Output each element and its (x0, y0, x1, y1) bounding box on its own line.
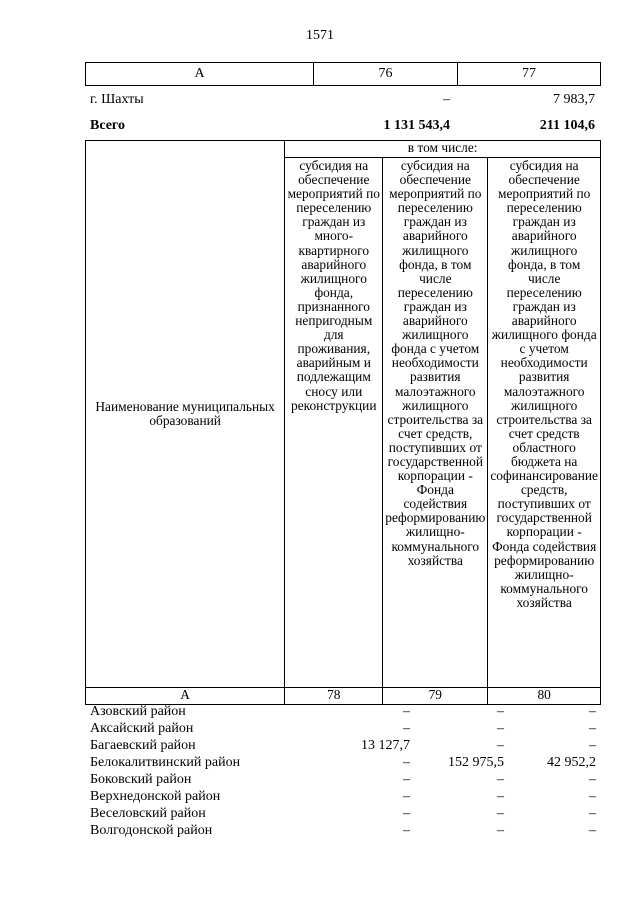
top-header-table (85, 62, 601, 86)
value-79: – (497, 806, 504, 821)
table-row (90, 721, 601, 738)
table-row (90, 806, 601, 823)
value-79: – (497, 772, 504, 787)
value-80: – (589, 704, 596, 719)
value-78: 13 127,7 (361, 738, 410, 753)
table-row (90, 704, 601, 721)
table-row (90, 755, 601, 772)
value-79: – (497, 704, 504, 719)
municipality-name-header: Наименование муниципальных образований (86, 141, 285, 688)
municipality-name: Веселовский район (90, 806, 206, 821)
total-label: Всего (90, 118, 125, 133)
column-78-number: 78 (285, 688, 383, 705)
value-80: 42 952,2 (547, 755, 596, 770)
value-79: 152 975,5 (448, 755, 504, 770)
municipality-name: Волгодонской район (90, 823, 213, 838)
subsidy-table (85, 140, 601, 705)
value-79: – (497, 738, 504, 753)
value-79: – (497, 789, 504, 804)
value-78: – (403, 704, 410, 719)
column-a-number: А (86, 688, 285, 705)
value-80: – (589, 721, 596, 736)
municipality-name: Багаевский район (90, 738, 196, 753)
value-78: – (403, 755, 410, 770)
total-value-76: 1 131 543,4 (383, 118, 450, 133)
column-a-header: А (86, 63, 314, 86)
value-78: – (403, 789, 410, 804)
value-80: – (589, 772, 596, 787)
column-76-header: 76 (314, 63, 458, 86)
column-77-header: 77 (458, 63, 601, 86)
row-value-76: – (443, 92, 450, 107)
value-78: – (403, 772, 410, 787)
total-value-77: 211 104,6 (539, 118, 595, 133)
municipality-name: Верхнедонской район (90, 789, 221, 804)
column-79-number: 79 (383, 688, 488, 705)
value-79: – (497, 721, 504, 736)
page-number: 1571 (306, 28, 334, 43)
table-row (90, 789, 601, 806)
total-row (90, 118, 600, 136)
municipality-rows (90, 704, 601, 840)
value-78: – (403, 721, 410, 736)
value-78: – (403, 823, 410, 838)
row-value-77: 7 983,7 (553, 92, 595, 107)
municipality-name: Азовский район (90, 704, 186, 719)
column-79-header: субсидия на обеспечение мероприятий по переселению граждан из аварийного жилищного фонда, в том числе переселению граждан из аварийного жилищного фонда с учетом необходимости развития малоэтажного жилищного строительства за счет средств, поступивших от государственной корпорации - Фонда содействия реформированию жилищно-коммунального хозяйства (383, 158, 488, 688)
row-name: г. Шахты (90, 92, 144, 107)
column-80-number: 80 (488, 688, 601, 705)
value-80: – (589, 789, 596, 804)
value-78: – (403, 806, 410, 821)
municipality-name: Боковский район (90, 772, 192, 787)
column-78-header: субсидия на обеспечение мероприятий по переселению граждан из много-квартирного аварийного жилищного фонда, признанного непригодным для проживания, аварийным и подлежащим сносу или реконструкции (285, 158, 383, 688)
value-80: – (589, 738, 596, 753)
municipality-name: Аксайский район (90, 721, 194, 736)
including-header: в том числе: (285, 141, 601, 158)
table-row (90, 772, 601, 789)
value-80: – (589, 806, 596, 821)
column-80-header: субсидия на обеспечение мероприятий по переселению граждан из аварийного жилищного фонда, в том числе переселению граждан из аварийного жилищного фонда с учетом необходимости развития малоэтажного жилищного строительства за счет средств областного бюджета на софинансирование средств, поступивших от государственной корпорации - Фонда содействия реформированию жилищно-коммунального хозяйства (488, 158, 601, 688)
value-79: – (497, 823, 504, 838)
value-80: – (589, 823, 596, 838)
table-row (90, 823, 601, 840)
table-row (90, 738, 601, 755)
municipality-name: Белокалитвинский район (90, 755, 241, 770)
shakhty-row (90, 92, 600, 110)
